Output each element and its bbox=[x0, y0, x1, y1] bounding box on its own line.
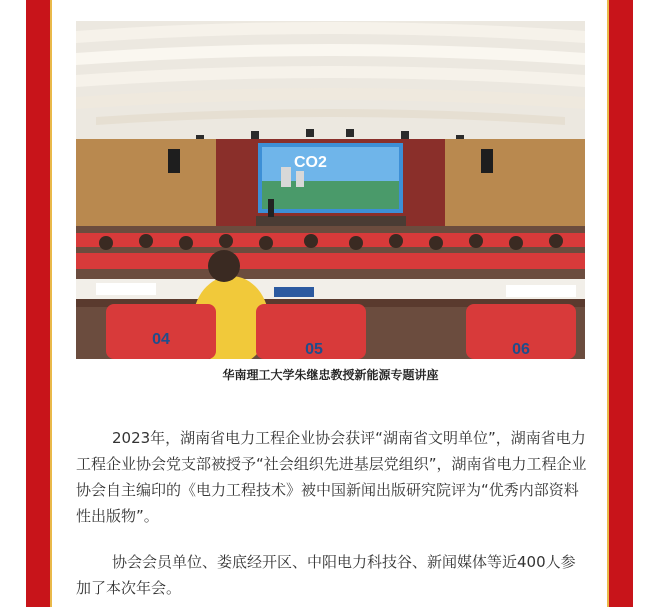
paragraph-awards: 2023年，湖南省电力工程企业协会获评“湖南省文明单位”，湖南省电力工程企业协会党支部被授予“社会组织先进基层党组织”，湖南省电力工程企业协会自主编印的《电力工程技术》被中国新闻出版研究院评为“优秀内部资料性出版物”。 bbox=[76, 429, 587, 525]
seat-number-04: 04 bbox=[152, 331, 170, 348]
lecture-hall-photo bbox=[76, 21, 585, 359]
left-red-border bbox=[26, 0, 50, 607]
right-red-border bbox=[609, 0, 633, 607]
paragraph-attendance: 协会会员单位、娄底经开区、中阳电力科技谷、新闻媒体等近400人参加了本次年会。 bbox=[76, 553, 576, 597]
screen-co2-text: CO2 bbox=[294, 154, 327, 171]
right-gold-line bbox=[607, 0, 609, 607]
seat-number-05: 05 bbox=[305, 341, 323, 358]
photo-caption: 华南理工大学朱继忠教授新能源专题讲座 bbox=[222, 368, 439, 382]
seat-number-06: 06 bbox=[512, 341, 530, 358]
left-gold-line bbox=[50, 0, 52, 607]
